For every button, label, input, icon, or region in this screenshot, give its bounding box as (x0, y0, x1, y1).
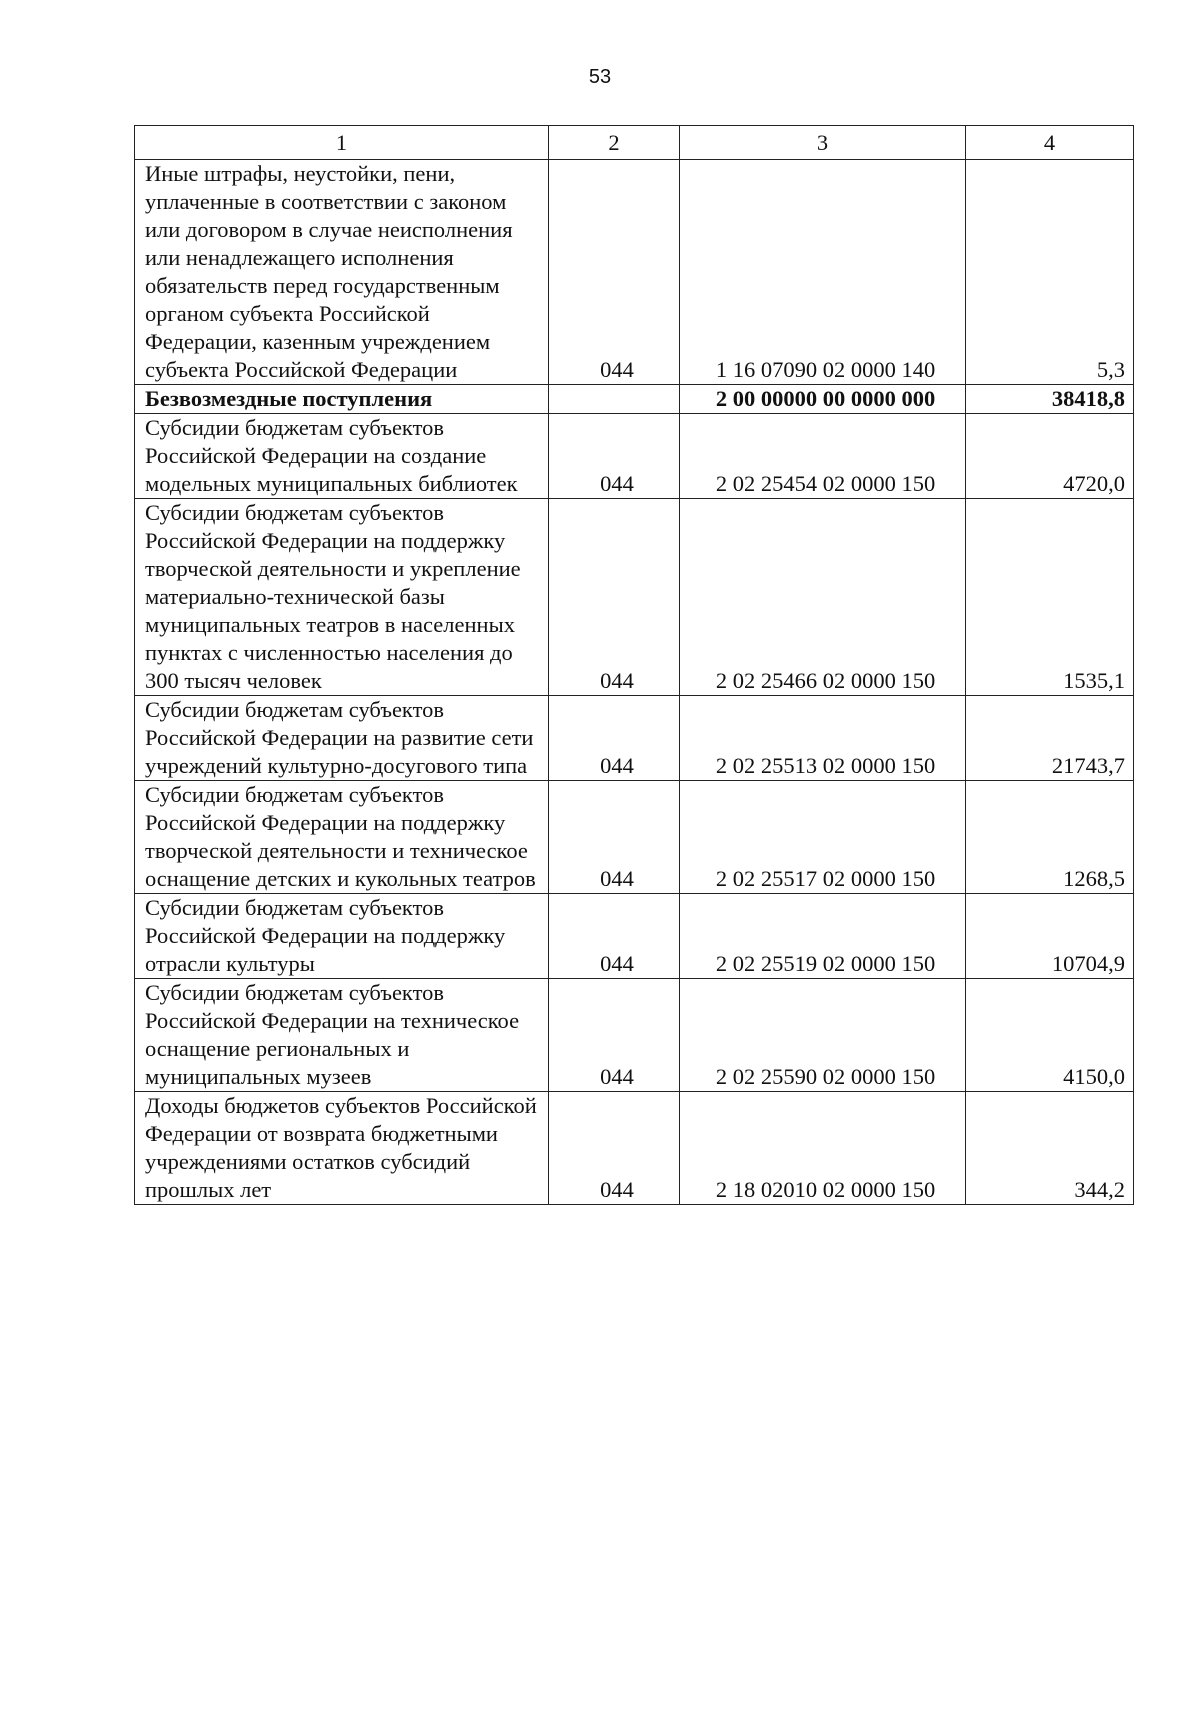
row-budget-code: 2 02 25519 02 0000 150 (680, 894, 966, 979)
row-admin-code: 044 (549, 1092, 680, 1205)
table-row (135, 1092, 1134, 1205)
row-amount: 1268,5 (966, 781, 1134, 894)
row-budget-code: 2 00 00000 00 0000 000 (680, 385, 966, 414)
table-row (135, 894, 1134, 979)
column-header-3: 3 (680, 126, 966, 160)
row-budget-code: 2 02 25513 02 0000 150 (680, 696, 966, 781)
row-description: Субсидии бюджетам субъектов Российской Федерации на поддержку творческой деятельности и укрепление материально-технической базы муниципальных театров в населенных пунктах с численностью населения до 300 тысяч человек (135, 499, 549, 696)
row-admin-code: 044 (549, 894, 680, 979)
row-budget-code: 2 18 02010 02 0000 150 (680, 1092, 966, 1205)
table-row (135, 781, 1134, 894)
row-amount: 4150,0 (966, 979, 1134, 1092)
row-description: Субсидии бюджетам субъектов Российской Федерации на техническое оснащение региональных и муниципальных музеев (135, 979, 549, 1092)
row-amount: 344,2 (966, 1092, 1134, 1205)
row-budget-code: 1 16 07090 02 0000 140 (680, 160, 966, 385)
row-description: Субсидии бюджетам субъектов Российской Федерации на поддержку отрасли культуры (135, 894, 549, 979)
page-number: 53 (588, 66, 612, 88)
row-admin-code: 044 (549, 781, 680, 894)
row-admin-code: 044 (549, 696, 680, 781)
table-body (135, 126, 1134, 1205)
row-admin-code (549, 385, 680, 414)
column-header-1: 1 (135, 126, 549, 160)
row-admin-code: 044 (549, 414, 680, 499)
row-description: Субсидии бюджетам субъектов Российской Федерации на поддержку творческой деятельности и техническое оснащение детских и кукольных театров (135, 781, 549, 894)
row-admin-code: 044 (549, 499, 680, 696)
row-description: Субсидии бюджетам субъектов Российской Федерации на развитие сети учреждений культурно-досугового типа (135, 696, 549, 781)
row-budget-code: 2 02 25590 02 0000 150 (680, 979, 966, 1092)
table-row (135, 385, 1134, 414)
row-admin-code: 044 (549, 160, 680, 385)
row-description: Безвозмездные поступления (135, 385, 549, 414)
row-amount: 38418,8 (966, 385, 1134, 414)
column-number-row (135, 126, 1134, 160)
budget-table (134, 125, 1134, 1205)
row-budget-code: 2 02 25517 02 0000 150 (680, 781, 966, 894)
row-budget-code: 2 02 25454 02 0000 150 (680, 414, 966, 499)
row-amount: 5,3 (966, 160, 1134, 385)
row-amount: 10704,9 (966, 894, 1134, 979)
table-row (135, 499, 1134, 696)
row-description: Доходы бюджетов субъектов Российской Федерации от возврата бюджетными учреждениями остатков субсидий прошлых лет (135, 1092, 549, 1205)
column-header-2: 2 (549, 126, 680, 160)
table-row (135, 160, 1134, 385)
column-header-4: 4 (966, 126, 1134, 160)
row-budget-code: 2 02 25466 02 0000 150 (680, 499, 966, 696)
row-amount: 21743,7 (966, 696, 1134, 781)
row-amount: 1535,1 (966, 499, 1134, 696)
table-row (135, 979, 1134, 1092)
row-admin-code: 044 (549, 979, 680, 1092)
table-row (135, 414, 1134, 499)
row-amount: 4720,0 (966, 414, 1134, 499)
table-row (135, 696, 1134, 781)
row-description: Иные штрафы, неустойки, пени, уплаченные в соответствии с законом или договором в случае неисполнения или ненадлежащего исполнения обязательств перед государственным органом субъекта Российской Федерации, казенным учреждением субъекта Российской Федерации (135, 160, 549, 385)
row-description: Субсидии бюджетам субъектов Российской Федерации на создание модельных муниципальных библиотек (135, 414, 549, 499)
